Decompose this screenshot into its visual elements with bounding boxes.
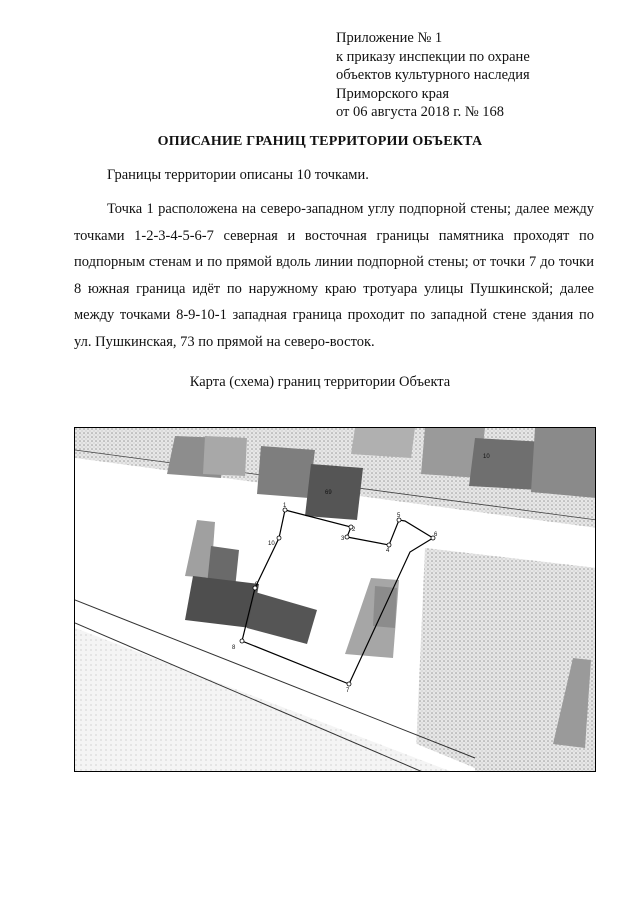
point-label: 4 bbox=[386, 548, 390, 554]
point-label: 2 bbox=[352, 527, 356, 533]
boundary-point bbox=[240, 639, 244, 643]
building-label: 69 bbox=[325, 490, 332, 496]
building bbox=[351, 428, 415, 458]
boundary-point bbox=[387, 543, 391, 547]
paragraph-boundary-description: Точка 1 расположена на северо-западном углу подпорной стены; далее между точками 1-2-3-4-5-6-7 северная и восточная границы памятника проходят по подпорным стенам и по прямой вдоль линии подпорной стены; от точки 7 до точки 8 южная граница идёт по наружному краю тротуара улицы Пушкинской; далее между точками 8-9-10-1 западная граница проходит по западной стене здания по ул. Пушкинская, 73 по прямой на северо-восток. bbox=[74, 201, 594, 350]
boundary-point bbox=[277, 536, 281, 540]
point-label: 3 bbox=[341, 536, 345, 542]
document-title: ОПИСАНИЕ ГРАНИЦ ТЕРРИТОРИИ ОБЪЕКТА bbox=[157, 134, 483, 149]
boundary-point bbox=[345, 535, 349, 539]
point-label: 5 bbox=[397, 513, 401, 519]
annex-line: к приказу инспекции по охране bbox=[336, 48, 530, 65]
point-label: 8 bbox=[232, 645, 236, 651]
annex-line: Приморского края bbox=[336, 85, 450, 102]
paragraph-points-count: Границы территории описаны 10 точками. bbox=[107, 167, 369, 183]
building-69 bbox=[305, 464, 363, 520]
annex-line: объектов культурного наследия bbox=[336, 67, 530, 83]
map-svg bbox=[75, 428, 596, 772]
annex-header bbox=[336, 29, 530, 122]
point-label: 9 bbox=[255, 582, 259, 588]
point-label: 10 bbox=[268, 541, 275, 547]
building bbox=[185, 576, 259, 628]
building-label: 10 bbox=[483, 454, 490, 460]
annex-line: Приложение № 1 bbox=[336, 30, 443, 46]
building bbox=[257, 446, 315, 498]
building bbox=[531, 428, 596, 498]
point-label: 6 bbox=[434, 532, 438, 538]
boundary-map bbox=[74, 427, 596, 772]
map-title: Карта (схема) границ территории Объекта bbox=[189, 374, 451, 390]
annex-line: от 06 августа 2018 г. № 168 bbox=[336, 104, 505, 120]
building bbox=[203, 436, 247, 476]
point-label: 7 bbox=[346, 688, 350, 694]
point-label: 1 bbox=[283, 503, 287, 509]
boundary-point bbox=[347, 682, 351, 686]
